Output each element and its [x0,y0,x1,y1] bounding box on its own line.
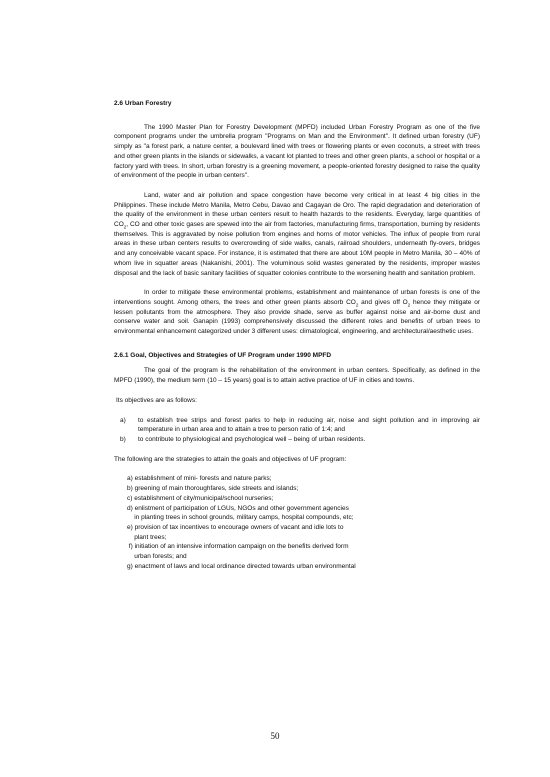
paragraph-mitigation-text-a: In order to mitigate these environmental problems, establishment and maintenance of urban forests is one of the interventions sought. Among others, the trees and other green plants absorb CO [114,289,480,306]
strategy-line: c) establishment of city/municipal/school nurseries; [127,494,274,502]
objective-label: b) [120,435,126,443]
subsection-title: 2.6.1 Goal, Objectives and Strategies of UF Program under 1990 MPFD [114,351,332,359]
strategy-line: in planting trees in school grounds, military camps, hospital compounds, etc; [127,514,354,522]
subscript: 2 [123,224,127,230]
paragraph-pollution-text-b: , CO and other toxic gases are spewed into the air from factories, manufacturing firms, transportation, burning by residents themselves. This is aggravated by noise pollution from engines and horns of motor vehicles. The influx of people from rural areas in these urban centers results to overcrowding of side walks, canals, railroad shoulders, underneath fly-overs, bridges and any conceivable vacant space. For instance, it is estimated that there are about 10M people in Metro Manila, 30 – 40% of whom live in squatter areas (Nakanishi, 2001). The voluminous solid wastes generated by the residents, improper wastes disposal and the lack of basic sanitary facilities of squatter colonies contribute to the worsening health and sanitation problem. [114,221,480,277]
strategy-line: urban forests; and [127,553,187,561]
objective-item [114,435,480,445]
strategy-line: plant trees; [127,533,167,541]
subscript: 2 [407,302,411,308]
paragraph-mitigation-text-c: hence they mitigate or lessen pollutants from the atmosphere. They also provide shade, serve as buffer against noise and air-borne dust and conserve water and soil. Ganapin (1993) comprehensively discussed the different roles and benefits of urban trees to environmental enhancement categorized under 3 different uses: climatological, engineering, and architectural/aesthetic uses. [114,298,480,336]
objective-text: to establish tree strips and forest parks to help in reducing air, noise and sight pollution and in improving air temperature in urban area and to attain a tree to person ratio of 1:4; and [138,416,480,434]
strategy-line: f) initiation of an intensive information campaign on the benefits derived form [127,543,349,551]
page-number: 50 [270,731,280,741]
section-title: 2.6 Urban Forestry [114,100,172,107]
paragraph-goal: The goal of the program is the rehabilitation of the environment in urban centers. Specifically, as defined in the MPFD (1990), the medium term (10 – 15 years) goal is to attain active practice of UF in cities and towns. [114,367,480,385]
strategy-line: d) enlistment of participation of LGUs, NGOs and other government agencies [127,504,349,512]
paragraph-mpfd: The 1990 Master Plan for Forestry Development (MPFD) included Urban Forestry Program as one of the five component programs under the umbrella program "Programs on Man and the Environment". It defined urban forestry (UF) simply as "a forest park, a nature center, a boulevard lined with trees or flowering plants or even coconuts, a street with trees and other green plants in the islands or sidewalks, a vacant lot planted to trees and other green plants, a school or hospital or a factory yard with trees. In short, urban forestry is a greening movement, a people-oriented forestry designed to raise the quality of environment of the people in urban centers". [114,123,480,180]
strategy-line: e) provision of tax incentives to encourage owners of vacant and idle lots to [127,523,344,531]
objective-label: a) [120,416,126,424]
strategy-line: g) enactment of laws and local ordinance directed towards urban environmental [127,562,356,570]
paragraph-pollution-text-a: Land, water and air pollution and space congestion have become very critical in at least 4 big cities in the Philippines. These include Metro Manila, Metro Cebu, Davao and Cagayan de Oro. The rapid degradation and deterioration of the quality of the environment in these urban centers result to health hazards to the residents. Everyday, large quantities of CO [114,191,480,229]
objective-text: to contribute to physiological and psychological well – being of urban residents. [138,435,366,443]
objectives-intro: Its objectives are as follows: [116,396,197,404]
objectives-list [114,416,480,445]
subscript: 2 [355,302,359,308]
paragraph-mitigation [114,288,480,337]
text-column [114,99,480,571]
objective-item [114,416,480,435]
strategies-list [114,474,480,571]
paragraph-pollution [114,191,480,278]
strategy-line: b) greening of main thoroughfares, side streets and islands; [127,485,299,493]
paragraph-mitigation-text-b: and gives off O [358,298,408,306]
strategies-intro: The following are the strategies to attain the goals and objectives of UF program: [114,455,347,463]
strategy-line: a) establishment of mini- forests and nature parks; [127,475,272,483]
